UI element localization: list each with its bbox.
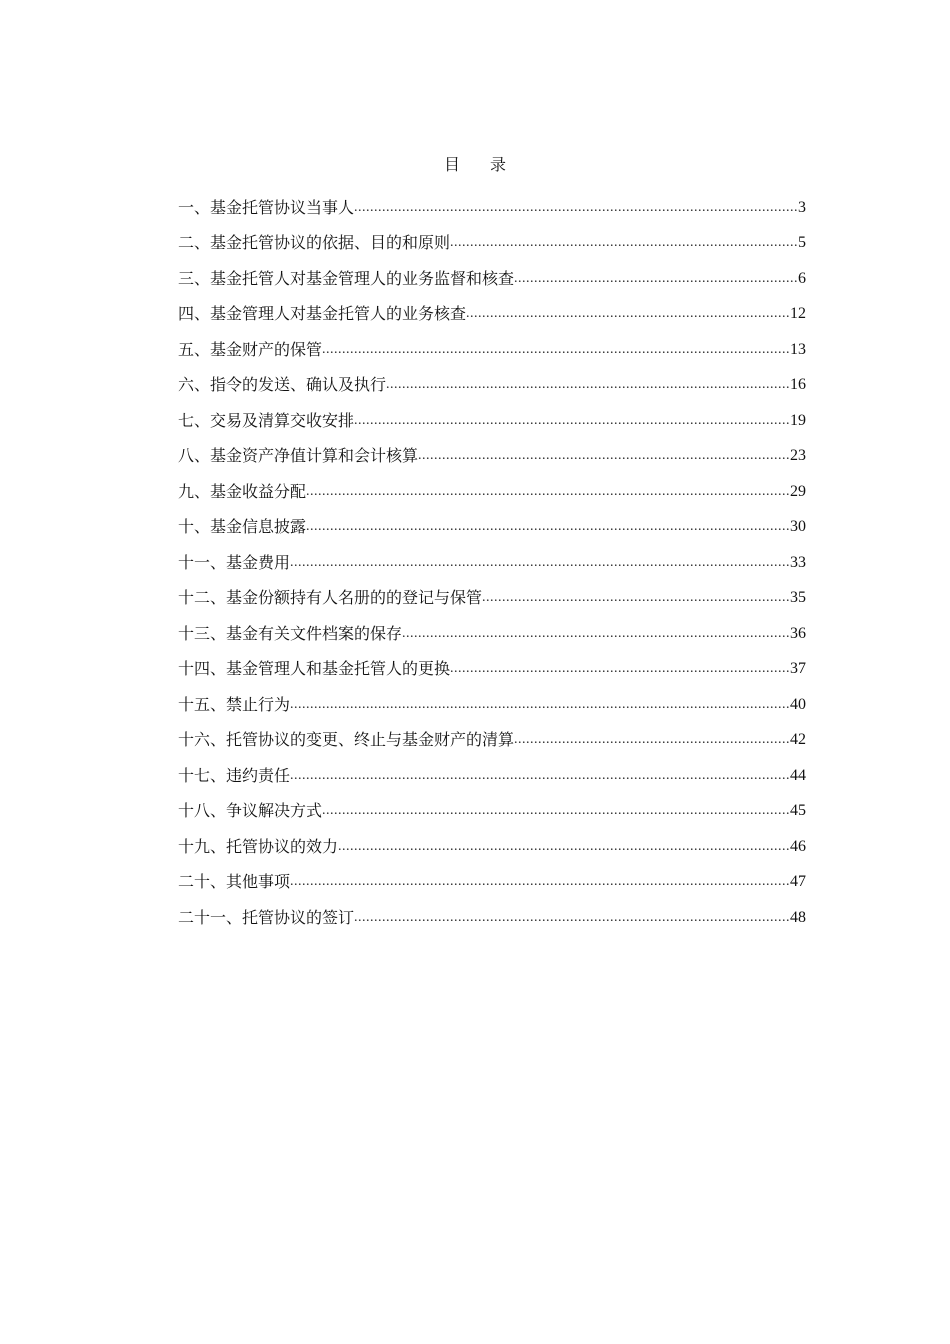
- toc-entry[interactable]: [178, 683, 806, 719]
- toc-entry-page-number: 46: [790, 837, 806, 855]
- toc-entry-page-number: 40: [790, 695, 806, 713]
- toc-dot-leader: [290, 870, 790, 896]
- toc-entry-page-number: 33: [790, 553, 806, 571]
- toc-entry[interactable]: [178, 648, 806, 684]
- toc-dot-leader: [354, 196, 798, 222]
- toc-entry-page-number: 47: [790, 873, 806, 890]
- toc-entry[interactable]: [178, 257, 806, 293]
- toc-entry-label: 十五、禁止行为: [178, 694, 291, 714]
- toc-entry-label: 十一、基金费用: [178, 552, 291, 572]
- toc-entry[interactable]: [178, 293, 806, 329]
- toc-dot-leader: [354, 906, 790, 932]
- toc-title: [0, 153, 950, 177]
- toc-entry[interactable]: [178, 754, 806, 790]
- toc-entry-label: 十六、托管协议的变更、终止与基金财产的清算: [178, 730, 515, 749]
- toc-entry[interactable]: [178, 435, 806, 471]
- toc-entry-page-number: 23: [790, 447, 806, 464]
- toc-entry-page-number: 44: [790, 766, 806, 784]
- toc-entry-label: 五、基金财产的保管: [178, 339, 323, 359]
- toc-dot-leader: [290, 551, 790, 577]
- toc-title-char-2: 录: [490, 155, 507, 174]
- toc-entry[interactable]: [178, 470, 806, 506]
- toc-dot-leader: [482, 586, 790, 612]
- toc-entry[interactable]: [178, 541, 806, 577]
- toc-dot-leader: [418, 444, 790, 470]
- toc-entry-page-number: 42: [790, 731, 806, 748]
- table-of-contents: [178, 186, 806, 932]
- toc-entry[interactable]: [178, 399, 806, 435]
- toc-entry[interactable]: [178, 328, 806, 364]
- toc-entry[interactable]: [178, 577, 806, 613]
- toc-entry[interactable]: [178, 861, 806, 897]
- toc-dot-leader: [290, 764, 790, 790]
- toc-dot-leader: [514, 728, 790, 754]
- toc-dot-leader: [514, 267, 798, 293]
- toc-entry-page-number: 3: [798, 198, 806, 216]
- toc-dot-leader: [386, 373, 790, 399]
- toc-entry-label: 二十、其他事项: [178, 872, 291, 891]
- toc-entry-page-number: 19: [790, 411, 806, 429]
- toc-entry-label: 三、基金托管人对基金管理人的业务监督和核查: [178, 268, 515, 288]
- toc-entry-label: 十九、托管协议的效力: [178, 836, 339, 856]
- toc-entry[interactable]: [178, 186, 806, 222]
- toc-entry-label: 九、基金收益分配: [178, 481, 307, 501]
- toc-entry-label: 十二、基金份额持有人名册的的登记与保管: [178, 588, 483, 607]
- toc-entry-label: 二十一、托管协议的签订: [178, 907, 355, 927]
- toc-entry-label: 二、基金托管协议的依据、目的和原则: [178, 233, 451, 252]
- toc-entry-label: 六、指令的发送、确认及执行: [178, 375, 387, 394]
- toc-entry[interactable]: [178, 612, 806, 648]
- toc-dot-leader: [354, 409, 790, 435]
- toc-entry-label: 十四、基金管理人和基金托管人的更换: [178, 659, 451, 678]
- toc-entry-page-number: 36: [790, 624, 806, 642]
- toc-entry[interactable]: [178, 790, 806, 826]
- toc-entry-label: 十、基金信息披露: [178, 517, 307, 536]
- toc-entry-page-number: 6: [798, 269, 806, 287]
- toc-entry-label: 八、基金资产净值计算和会计核算: [178, 446, 419, 465]
- toc-dot-leader: [450, 231, 798, 257]
- toc-entry[interactable]: [178, 825, 806, 861]
- toc-entry-page-number: 37: [790, 660, 806, 677]
- toc-entry[interactable]: [178, 896, 806, 932]
- toc-dot-leader: [338, 835, 790, 861]
- toc-entry-page-number: 30: [790, 518, 806, 535]
- toc-entry[interactable]: [178, 506, 806, 542]
- toc-entry-page-number: 13: [790, 340, 806, 358]
- toc-entry-page-number: 16: [790, 376, 806, 393]
- toc-entry-page-number: 12: [790, 305, 806, 322]
- toc-entry-page-number: 5: [798, 234, 806, 251]
- toc-dot-leader: [290, 693, 790, 719]
- toc-entry-page-number: 45: [790, 802, 806, 819]
- toc-dot-leader: [450, 657, 790, 683]
- toc-entry-page-number: 29: [790, 482, 806, 500]
- toc-entry-page-number: 35: [790, 589, 806, 606]
- toc-dot-leader: [306, 480, 790, 506]
- toc-entry-label: 十七、违约责任: [178, 765, 291, 785]
- toc-entry-label: 十八、争议解决方式: [178, 801, 323, 820]
- toc-title-char-1: 目: [443, 155, 460, 174]
- toc-entry-label: 一、基金托管协议当事人: [178, 197, 355, 217]
- toc-entry[interactable]: [178, 222, 806, 258]
- toc-dot-leader: [306, 515, 790, 541]
- toc-dot-leader: [322, 338, 790, 364]
- toc-dot-leader: [402, 622, 790, 648]
- toc-entry-label: 四、基金管理人对基金托管人的业务核查: [178, 304, 467, 323]
- toc-entry-label: 十三、基金有关文件档案的保存: [178, 623, 403, 643]
- toc-entry-page-number: 48: [790, 908, 806, 926]
- toc-entry[interactable]: [178, 364, 806, 400]
- toc-dot-leader: [466, 302, 790, 328]
- toc-entry[interactable]: [178, 719, 806, 755]
- toc-dot-leader: [322, 799, 790, 825]
- toc-entry-label: 七、交易及清算交收安排: [178, 410, 355, 430]
